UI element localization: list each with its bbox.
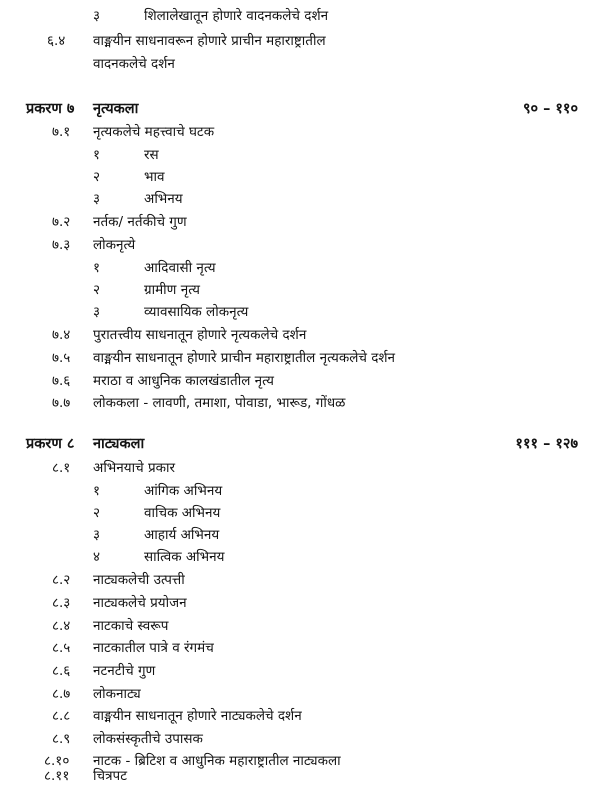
subitem-text: आदिवासी नृत्य xyxy=(144,260,216,276)
subitem-text: व्यावसायिक लोकनृत्य xyxy=(144,304,249,320)
section-title: नाटकातील पात्रे व रंगमंच xyxy=(93,640,214,656)
section-number: ८.८ xyxy=(52,708,71,724)
section-title: पुरातत्त्वीय साधनातून होणारे नृत्यकलेचे दर्शन xyxy=(93,327,307,343)
chapter-title: नृत्यकला xyxy=(93,101,139,117)
subitem-number: १ xyxy=(93,147,101,163)
subitem-number: १ xyxy=(93,260,101,276)
section-title: लोकनृत्ये xyxy=(93,237,136,253)
section-title: नाटकाचे स्वरूप xyxy=(93,618,169,634)
section-number: ७.४ xyxy=(52,327,71,343)
subitem-number: २ xyxy=(93,505,101,521)
section-number: ८.३ xyxy=(52,595,71,611)
section-title: लोककला - लावणी, तमाशा, पोवाडा, भारूड, गोंधळ xyxy=(93,395,346,411)
section-title: अभिनयाचे प्रकार xyxy=(93,460,176,476)
section-title: नाटक - ब्रिटिश व आधुनिक महाराष्ट्रातील नाट्यकला xyxy=(93,753,341,769)
subitem-number: ३ xyxy=(93,8,101,24)
section-title: नाट्यकलेचे प्रयोजन xyxy=(93,595,187,611)
section-number: ७.१ xyxy=(52,124,71,140)
section-number: ७.३ xyxy=(52,237,71,253)
subitem-text: वाचिक अभिनय xyxy=(144,505,221,521)
section-number: ७.५ xyxy=(52,350,71,366)
section-title: वाङ्मयीन साधनातून होणारे नाट्यकलेचे दर्शन xyxy=(93,708,302,724)
subitem-text: आंगिक अभिनय xyxy=(144,483,223,499)
section-title: वाङ्मयीन साधनावरून होणारे प्राचीन महाराष्ट्रातील xyxy=(93,33,326,49)
section-title: नृत्यकलेचे महत्त्वाचे घटक xyxy=(93,124,215,140)
section-number: ८.५ xyxy=(52,640,71,656)
section-title: लोकनाट्य xyxy=(93,686,141,702)
section-number: ७.२ xyxy=(52,214,71,230)
section-title: नर्तक/ नर्तकीचे गुण xyxy=(93,214,187,230)
subitem-number: १ xyxy=(93,483,101,499)
section-title: नाट्यकलेची उत्पत्ती xyxy=(93,572,185,588)
subitem-number: ३ xyxy=(93,527,101,543)
section-number: ८.९ xyxy=(52,731,71,747)
subitem-text: शिलालेखातून होणारे वादनकलेचे दर्शन xyxy=(144,8,329,24)
section-title: वाङ्मयीन साधनातून होणारे प्राचीन महाराष्ट्रातील नृत्यकलेचे दर्शन xyxy=(93,350,396,366)
subitem-number: ३ xyxy=(93,191,101,207)
chapter-page-range: ९० – ११० xyxy=(522,101,578,117)
subitem-text: रस xyxy=(144,147,159,163)
section-number: ८.४ xyxy=(52,618,71,634)
section-title-continued: वादनकलेचे दर्शन xyxy=(93,56,175,72)
subitem-text: ग्रामीण नृत्य xyxy=(144,282,200,298)
subitem-text: भाव xyxy=(144,169,165,185)
section-number: ७.६ xyxy=(52,373,71,389)
section-number: ८.१० xyxy=(44,753,70,769)
subitem-number: २ xyxy=(93,282,101,298)
subitem-text: आहार्य अभिनय xyxy=(144,527,220,543)
subitem-number: २ xyxy=(93,169,101,185)
section-title: चित्रपट xyxy=(93,768,127,784)
section-title: लोकसंस्कृतीचे उपासक xyxy=(93,731,203,747)
section-number: ८.६ xyxy=(52,663,71,679)
chapter-page-range: १११ – १२७ xyxy=(515,436,578,452)
section-title: नटनटीचे गुण xyxy=(93,663,156,679)
section-number: ८.२ xyxy=(52,572,71,588)
subitem-text: अभिनय xyxy=(144,191,183,207)
section-title: मराठा व आधुनिक कालखंडातील नृत्य xyxy=(93,373,274,389)
subitem-number: ४ xyxy=(93,549,101,565)
section-number: ७.७ xyxy=(52,395,71,411)
chapter-title: नाट्यकला xyxy=(93,436,145,452)
section-number: ८.१ xyxy=(52,460,71,476)
chapter-label: प्रकरण ८ xyxy=(26,436,75,452)
section-number: ८.७ xyxy=(52,686,71,702)
section-number: ६.४ xyxy=(47,33,66,49)
section-number: ८.११ xyxy=(44,768,70,784)
subitem-text: सात्विक अभिनय xyxy=(144,549,225,565)
chapter-label: प्रकरण ७ xyxy=(26,101,75,117)
subitem-number: ३ xyxy=(93,304,101,320)
